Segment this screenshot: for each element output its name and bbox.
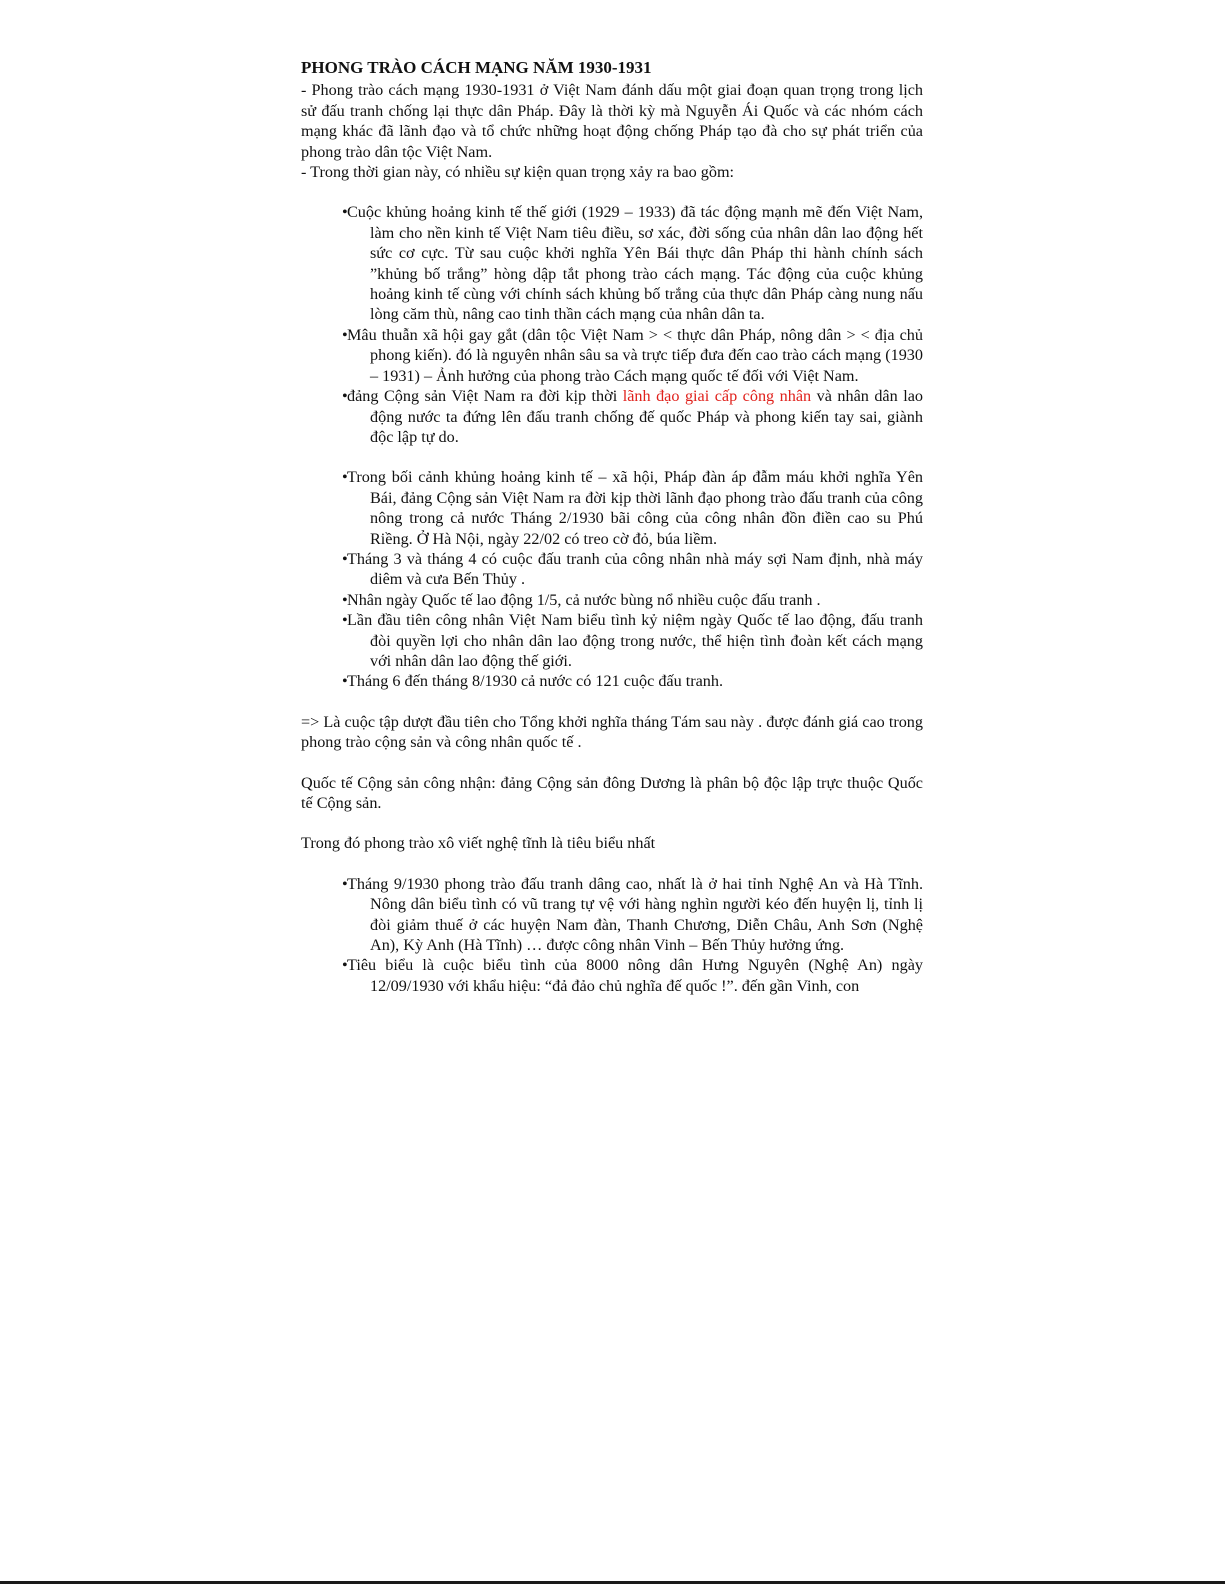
list-item-text: Tháng 3 và tháng 4 có cuộc đấu tranh của công nhân nhà máy sợi Nam định, nhà máy diêm và cưa Bến Thủy . xyxy=(347,549,923,589)
list-item xyxy=(301,549,923,590)
bullet-icon: • xyxy=(342,672,348,691)
document-title: PHONG TRÀO CÁCH MẠNG NĂM 1930-1931 xyxy=(301,58,652,77)
list-item-text: Lần đầu tiên công nhân Việt Nam biểu tình kỷ niệm ngày Quốc tế lao động, đấu tranh đòi quyền lợi cho nhân dân lao động trong nước, thể hiện tình đoàn kết cách mạng với nhân dân lao động thế giới. xyxy=(347,611,923,670)
bullet-list-causes xyxy=(301,202,923,447)
list-item xyxy=(301,955,923,996)
bullet-icon: • xyxy=(342,549,348,568)
document-body xyxy=(301,58,923,996)
list-item xyxy=(301,386,923,447)
bullet-icon: • xyxy=(342,611,348,630)
list-item-text: Trong bối cảnh khủng hoảng kinh tế – xã hội, Pháp đàn áp đẫm máu khởi nghĩa Yên Bái, đảng Cộng sản Việt Nam ra đời kịp thời lãnh đạo phong trào đấu tranh của công nông trong cả nước Tháng 2/1930 bãi công của công nhân đồn điền cao su Phú Riềng. Ở Hà Nội, ngày 22/02 có treo cờ đỏ, búa liềm. xyxy=(347,468,923,548)
intro-section xyxy=(301,80,923,182)
intro-lead: - Trong thời gian này, có nhiều sự kiện quan trọng xảy ra bao gồm: xyxy=(301,163,735,182)
page-bottom-border xyxy=(0,1581,1225,1584)
bullet-icon: • xyxy=(342,956,348,975)
highlighted-text: lãnh đạo giai cấp công nhân xyxy=(622,387,812,406)
list-item xyxy=(301,467,923,549)
conclusion-paragraph: => Là cuộc tập dượt đầu tiên cho Tổng khởi nghĩa tháng Tám sau này . được đánh giá cao trong phong trào cộng sản và công nhân quốc tế . xyxy=(301,712,923,752)
list-item xyxy=(301,590,923,610)
list-item-text: Tiêu biểu là cuộc biểu tình của 8000 nông dân Hưng Nguyên (Nghệ An) ngày 12/09/1930 với khẩu hiệu: “đả đảo chủ nghĩa đế quốc !”. đến gần Vinh, con xyxy=(347,956,923,995)
bullet-icon: • xyxy=(342,874,348,893)
list-item xyxy=(301,874,923,956)
list-item-text: Cuộc khủng hoảng kinh tế thế giới (1929 – 1933) đã tác động mạnh mẽ đến Việt Nam, làm cho nền kinh tế Việt Nam tiêu điều, sơ xác, đời sống của nhân dân lao động hết sức cơ cực. Từ sau cuộc khởi nghĩa Yên Bái thực dân Pháp thi hành chính sách ”khủng bố trắng” hòng dập tắt phong trào cách mạng. Tác động của cuộc khủng hoảng kinh tế cùng với chính sách khủng bố trắng của thực dân Pháp càng nung nấu lòng căm thù, nâng cao tinh thần cách mạng của nhân dân ta. xyxy=(347,203,923,324)
list-item xyxy=(301,325,923,386)
bullet-icon: • xyxy=(342,387,348,406)
list-item-text: Nhân ngày Quốc tế lao động 1/5, cả nước bùng nổ nhiều cuộc đấu tranh . xyxy=(347,590,821,609)
bullet-icon: • xyxy=(342,468,348,487)
list-item-text: Mâu thuẫn xã hội gay gắt (dân tộc Việt Nam > < thực dân Pháp, nông dân > < địa chủ phong kiến). đó là nguyên nhân sâu sa và trực tiếp đưa đến cao trào cách mạng (1930 – 1931) – Ảnh hưởng của phong trào Cách mạng quốc tế đối với Việt Nam. xyxy=(347,325,923,385)
list-item-text: Tháng 9/1930 phong trào đấu tranh dâng cao, nhất là ở hai tỉnh Nghệ An và Hà Tĩnh. Nông dân biểu tình có vũ trang tự vệ với hàng nghìn người kéo đến huyện lị, tỉnh lị đòi giảm thuế ở các huyện Nam đàn, Thanh Chương, Diễn Châu, Anh Sơn (Nghệ An), Kỳ Anh (Hà Tĩnh) … được công nhân Vinh – Bến Thủy hưởng ứng. xyxy=(347,874,923,955)
list-item xyxy=(301,610,923,671)
intro-paragraph: - Phong trào cách mạng 1930-1931 ở Việt Nam đánh dấu một giai đoạn quan trọng trong lịch sử đấu tranh chống lại thực dân Pháp. Đây là thời kỳ mà Nguyễn Ái Quốc và các nhóm cách mạng khác đã lãnh đạo và tổ chức những hoạt động chống Pháp tạo đà cho sự phát triển của phong trào dân tộc Việt Nam. xyxy=(301,81,923,161)
bullet-list-events xyxy=(301,467,923,691)
list-item xyxy=(301,671,923,691)
list-item-text: Tháng 6 đến tháng 8/1930 cả nước có 121 cuộc đấu tranh. xyxy=(347,672,724,691)
comintern-paragraph: Quốc tế Cộng sản công nhận: đảng Cộng sản đông Dương là phân bộ độc lập trực thuộc Quốc tế Cộng sản. xyxy=(301,773,923,812)
bullet-icon: • xyxy=(342,203,348,222)
bullet-list-nghe-tinh xyxy=(301,874,923,996)
section-subheading: Trong đó phong trào xô viết nghệ tĩnh là tiêu biểu nhất xyxy=(301,834,656,853)
list-item-text: và nhân dân lao động nước ta đứng lên đấu tranh chống đế quốc Pháp và phong kiến tay sai, giành độc lập tự do. xyxy=(370,387,923,446)
bullet-icon: • xyxy=(342,590,348,609)
list-item xyxy=(301,202,923,324)
bullet-icon: • xyxy=(342,325,348,344)
list-item-text: đảng Cộng sản Việt Nam ra đời kịp thời xyxy=(347,387,623,406)
